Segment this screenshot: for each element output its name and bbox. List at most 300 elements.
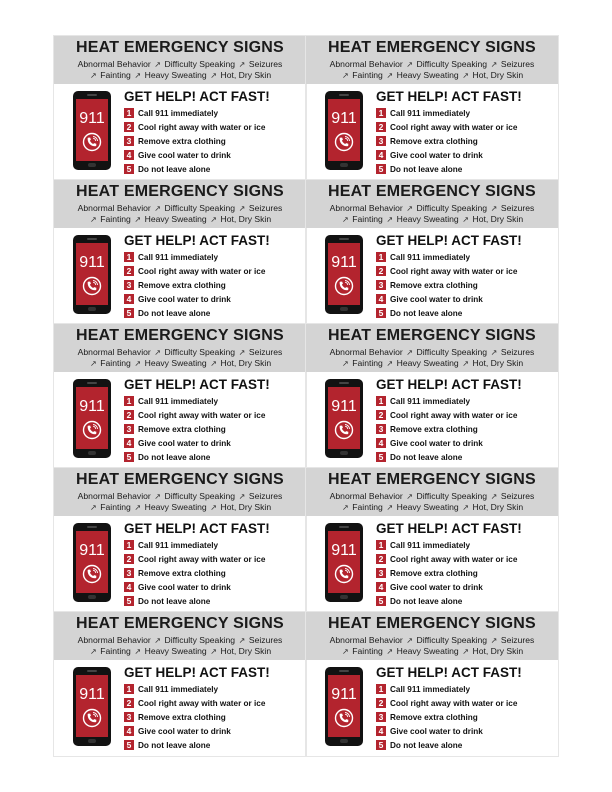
smartphone-icon <box>73 667 111 746</box>
phone-home-button <box>340 307 348 311</box>
symptom-label: Fainting <box>352 358 383 368</box>
symptom-label: Fainting <box>352 214 383 224</box>
symptom-label: Heavy Sweating <box>396 646 459 656</box>
step-text: Remove extra clothing <box>138 280 226 290</box>
header-band <box>54 36 306 84</box>
list-item <box>124 394 265 408</box>
lightning-bolt-icon: ↗ <box>386 503 394 512</box>
symptom-label: Difficulty Speaking <box>416 347 488 357</box>
symptom-label: Abnormal Behavior <box>77 635 151 645</box>
symptom-label: Hot, Dry Skin <box>472 70 524 80</box>
heat-emergency-card <box>54 36 306 180</box>
card-title: HEAT EMERGENCY SIGNS <box>328 183 536 200</box>
step-number-badge: 3 <box>376 712 386 722</box>
card-title: HEAT EMERGENCY SIGNS <box>76 39 284 56</box>
step-number-badge: 5 <box>376 452 386 462</box>
symptoms-row-1 <box>306 59 558 70</box>
step-text: Call 911 immediately <box>390 684 471 694</box>
action-heading: GET HELP! ACT FAST! <box>376 89 522 104</box>
step-number-badge: 5 <box>376 596 386 606</box>
symptom-label: Abnormal Behavior <box>77 491 151 501</box>
lightning-bolt-icon: ↗ <box>90 503 97 512</box>
step-text: Call 911 immediately <box>138 252 219 262</box>
list-item <box>376 682 517 696</box>
step-text: Call 911 immediately <box>138 540 219 550</box>
symptoms-row-1 <box>54 203 306 214</box>
list-item <box>124 436 265 450</box>
lightning-bolt-icon: ↗ <box>406 204 413 213</box>
step-text: Call 911 immediately <box>138 396 219 406</box>
symptom-label: Difficulty Speaking <box>416 635 488 645</box>
symptoms-row-1 <box>54 347 306 358</box>
header-band <box>306 180 558 228</box>
list-item <box>376 394 517 408</box>
heat-emergency-card <box>306 36 558 180</box>
symptoms-row-2 <box>54 214 306 225</box>
phone-call-icon <box>82 276 102 296</box>
heat-emergency-card <box>54 612 306 756</box>
heat-emergency-card <box>306 612 558 756</box>
symptom-label: Fainting <box>100 646 131 656</box>
list-item <box>124 264 265 278</box>
step-number-badge: 1 <box>124 108 134 118</box>
lightning-bolt-icon: ↗ <box>154 348 161 357</box>
list-item <box>124 450 265 464</box>
symptoms-row-2 <box>306 502 558 513</box>
smartphone-icon <box>325 235 363 314</box>
symptom-label: Hot, Dry Skin <box>220 358 272 368</box>
emergency-number: 911 <box>331 542 357 559</box>
symptom-label: Fainting <box>100 70 131 80</box>
step-text: Cool right away with water or ice <box>390 698 518 708</box>
lightning-bolt-icon: ↗ <box>386 359 394 368</box>
step-number-badge: 4 <box>376 726 386 736</box>
step-number-badge: 2 <box>376 266 386 276</box>
step-text: Remove extra clothing <box>390 280 478 290</box>
step-number-badge: 5 <box>376 308 386 318</box>
step-text: Do not leave alone <box>138 308 211 318</box>
step-number-badge: 3 <box>124 424 134 434</box>
symptom-label: Seizures <box>248 491 283 501</box>
symptom-label: Difficulty Speaking <box>164 203 236 213</box>
step-number-badge: 2 <box>376 698 386 708</box>
lightning-bolt-icon: ↗ <box>134 359 142 368</box>
step-text: Give cool water to drink <box>390 726 483 736</box>
step-text: Call 911 immediately <box>390 540 471 550</box>
phone-speaker <box>87 526 97 528</box>
heat-emergency-card <box>54 324 306 468</box>
phone-home-button <box>88 595 96 599</box>
phone-call-icon <box>334 420 354 440</box>
list-item <box>124 408 265 422</box>
symptoms-row-2 <box>306 70 558 81</box>
smartphone-icon <box>325 379 363 458</box>
lightning-bolt-icon: ↗ <box>386 647 394 656</box>
lightning-bolt-icon: ↗ <box>134 71 142 80</box>
symptom-label: Abnormal Behavior <box>329 59 403 69</box>
phone-screen <box>328 675 360 737</box>
heat-emergency-card <box>54 468 306 612</box>
step-number-badge: 1 <box>376 684 386 694</box>
lightning-bolt-icon: ↗ <box>210 647 217 656</box>
emergency-number: 911 <box>79 686 105 703</box>
step-text: Cool right away with water or ice <box>390 122 518 132</box>
symptom-label: Abnormal Behavior <box>77 59 151 69</box>
header-band <box>306 324 558 372</box>
phone-call-icon <box>82 708 102 728</box>
step-text: Give cool water to drink <box>390 582 483 592</box>
symptom-label: Seizures <box>500 347 535 357</box>
symptom-label: Abnormal Behavior <box>329 491 403 501</box>
card-title: HEAT EMERGENCY SIGNS <box>328 39 536 56</box>
step-number-badge: 3 <box>124 568 134 578</box>
list-item <box>124 134 265 148</box>
list-item <box>124 292 265 306</box>
phone-screen <box>76 387 108 449</box>
step-number-badge: 2 <box>124 554 134 564</box>
list-item <box>376 594 517 608</box>
symptom-label: Seizures <box>248 635 283 645</box>
symptom-label: Heavy Sweating <box>144 358 207 368</box>
phone-speaker <box>339 670 349 672</box>
symptom-label: Difficulty Speaking <box>164 491 236 501</box>
phone-home-button <box>88 739 96 743</box>
symptom-label: Fainting <box>352 646 383 656</box>
lightning-bolt-icon: ↗ <box>490 60 498 69</box>
heat-emergency-card <box>54 180 306 324</box>
phone-home-button <box>88 451 96 455</box>
symptom-label: Fainting <box>352 70 383 80</box>
heat-emergency-card <box>306 468 558 612</box>
action-heading: GET HELP! ACT FAST! <box>124 521 270 536</box>
card-title: HEAT EMERGENCY SIGNS <box>76 471 284 488</box>
step-text: Give cool water to drink <box>138 150 231 160</box>
list-item <box>376 120 517 134</box>
step-text: Remove extra clothing <box>390 712 478 722</box>
card-title: HEAT EMERGENCY SIGNS <box>76 615 284 632</box>
list-item <box>124 162 265 176</box>
phone-call-icon <box>334 276 354 296</box>
step-text: Do not leave alone <box>390 164 463 174</box>
phone-screen <box>328 531 360 593</box>
list-item <box>376 408 517 422</box>
lightning-bolt-icon: ↗ <box>342 215 349 224</box>
lightning-bolt-icon: ↗ <box>154 492 161 501</box>
phone-speaker <box>87 670 97 672</box>
lightning-bolt-icon: ↗ <box>490 636 498 645</box>
lightning-bolt-icon: ↗ <box>406 636 413 645</box>
symptom-label: Heavy Sweating <box>144 646 207 656</box>
list-item <box>124 106 265 120</box>
list-item <box>376 148 517 162</box>
step-text: Do not leave alone <box>138 596 211 606</box>
phone-home-button <box>88 307 96 311</box>
list-item <box>376 264 517 278</box>
symptoms-row-2 <box>306 358 558 369</box>
step-number-badge: 1 <box>376 396 386 406</box>
lightning-bolt-icon: ↗ <box>90 647 97 656</box>
phone-speaker <box>339 526 349 528</box>
step-number-badge: 5 <box>376 740 386 750</box>
symptom-label: Hot, Dry Skin <box>472 502 524 512</box>
step-number-badge: 3 <box>124 136 134 146</box>
card-title: HEAT EMERGENCY SIGNS <box>328 327 536 344</box>
step-number-badge: 5 <box>376 164 386 174</box>
list-item <box>124 594 265 608</box>
symptom-label: Difficulty Speaking <box>164 635 236 645</box>
phone-speaker <box>339 94 349 96</box>
step-text: Cool right away with water or ice <box>390 410 518 420</box>
step-text: Remove extra clothing <box>138 712 226 722</box>
step-text: Cool right away with water or ice <box>138 698 266 708</box>
phone-call-icon <box>82 132 102 152</box>
symptom-label: Heavy Sweating <box>396 70 459 80</box>
step-number-badge: 4 <box>376 438 386 448</box>
lightning-bolt-icon: ↗ <box>238 60 246 69</box>
step-text: Call 911 immediately <box>138 684 219 694</box>
step-text: Do not leave alone <box>390 452 463 462</box>
step-text: Call 911 immediately <box>138 108 219 118</box>
phone-home-button <box>340 595 348 599</box>
step-number-badge: 1 <box>376 252 386 262</box>
phone-screen <box>76 531 108 593</box>
step-text: Call 911 immediately <box>390 108 471 118</box>
step-text: Remove extra clothing <box>138 136 226 146</box>
phone-speaker <box>87 382 97 384</box>
lightning-bolt-icon: ↗ <box>386 215 394 224</box>
lightning-bolt-icon: ↗ <box>490 492 498 501</box>
phone-home-button <box>340 451 348 455</box>
step-text: Cool right away with water or ice <box>390 266 518 276</box>
card-title: HEAT EMERGENCY SIGNS <box>76 183 284 200</box>
label-sheet <box>54 36 558 756</box>
list-item <box>124 724 265 738</box>
phone-home-button <box>340 739 348 743</box>
phone-call-icon <box>334 132 354 152</box>
step-text: Do not leave alone <box>390 596 463 606</box>
lightning-bolt-icon: ↗ <box>386 71 394 80</box>
step-text: Give cool water to drink <box>138 294 231 304</box>
step-number-badge: 4 <box>376 294 386 304</box>
emergency-number: 911 <box>331 254 357 271</box>
list-item <box>124 566 265 580</box>
symptoms-row-1 <box>306 635 558 646</box>
step-number-badge: 1 <box>376 540 386 550</box>
lightning-bolt-icon: ↗ <box>154 636 161 645</box>
emergency-number: 911 <box>79 110 105 127</box>
card-title: HEAT EMERGENCY SIGNS <box>328 615 536 632</box>
step-number-badge: 1 <box>124 396 134 406</box>
list-item <box>124 278 265 292</box>
step-text: Remove extra clothing <box>390 424 478 434</box>
list-item <box>376 278 517 292</box>
step-number-badge: 2 <box>124 122 134 132</box>
smartphone-icon <box>73 235 111 314</box>
list-item <box>376 436 517 450</box>
step-number-badge: 5 <box>124 308 134 318</box>
lightning-bolt-icon: ↗ <box>90 215 97 224</box>
step-number-badge: 1 <box>124 252 134 262</box>
list-item <box>376 250 517 264</box>
list-item <box>376 696 517 710</box>
symptom-label: Fainting <box>100 502 131 512</box>
phone-screen <box>76 675 108 737</box>
step-text: Give cool water to drink <box>390 438 483 448</box>
action-steps <box>124 106 265 176</box>
list-item <box>124 422 265 436</box>
lightning-bolt-icon: ↗ <box>342 503 349 512</box>
symptoms-row-1 <box>54 59 306 70</box>
symptoms-row-2 <box>54 646 306 657</box>
step-number-badge: 2 <box>124 698 134 708</box>
action-heading: GET HELP! ACT FAST! <box>124 665 270 680</box>
step-text: Do not leave alone <box>390 308 463 318</box>
phone-screen <box>328 387 360 449</box>
step-text: Give cool water to drink <box>138 438 231 448</box>
phone-home-button <box>340 163 348 167</box>
step-text: Give cool water to drink <box>138 726 231 736</box>
phone-call-icon <box>334 708 354 728</box>
header-band <box>54 468 306 516</box>
phone-home-button <box>88 163 96 167</box>
action-steps <box>376 682 517 752</box>
step-number-badge: 1 <box>124 684 134 694</box>
lightning-bolt-icon: ↗ <box>342 71 349 80</box>
smartphone-icon <box>73 379 111 458</box>
symptom-label: Heavy Sweating <box>144 214 207 224</box>
smartphone-icon <box>73 523 111 602</box>
step-number-badge: 1 <box>376 108 386 118</box>
header-band <box>54 180 306 228</box>
action-heading: GET HELP! ACT FAST! <box>376 521 522 536</box>
symptoms-row-1 <box>306 491 558 502</box>
lightning-bolt-icon: ↗ <box>490 204 498 213</box>
step-number-badge: 3 <box>376 280 386 290</box>
lightning-bolt-icon: ↗ <box>134 647 142 656</box>
action-steps <box>376 394 517 464</box>
step-text: Do not leave alone <box>138 164 211 174</box>
step-text: Cool right away with water or ice <box>138 554 266 564</box>
step-text: Do not leave alone <box>138 452 211 462</box>
lightning-bolt-icon: ↗ <box>210 215 217 224</box>
symptom-label: Heavy Sweating <box>396 502 459 512</box>
step-number-badge: 5 <box>124 740 134 750</box>
symptom-label: Difficulty Speaking <box>416 203 488 213</box>
header-band <box>306 612 558 660</box>
list-item <box>124 538 265 552</box>
card-title: HEAT EMERGENCY SIGNS <box>76 327 284 344</box>
action-heading: GET HELP! ACT FAST! <box>124 377 270 392</box>
action-steps <box>124 682 265 752</box>
symptoms-row-2 <box>54 70 306 81</box>
lightning-bolt-icon: ↗ <box>134 503 142 512</box>
list-item <box>376 724 517 738</box>
emergency-number: 911 <box>331 686 357 703</box>
symptom-label: Difficulty Speaking <box>416 59 488 69</box>
phone-screen <box>76 99 108 161</box>
step-text: Do not leave alone <box>138 740 211 750</box>
lightning-bolt-icon: ↗ <box>210 71 217 80</box>
smartphone-icon <box>325 523 363 602</box>
step-text: Give cool water to drink <box>390 150 483 160</box>
lightning-bolt-icon: ↗ <box>462 503 469 512</box>
action-heading: GET HELP! ACT FAST! <box>124 233 270 248</box>
step-number-badge: 3 <box>124 712 134 722</box>
symptoms-row-1 <box>306 347 558 358</box>
symptoms-row-2 <box>306 214 558 225</box>
symptom-label: Seizures <box>500 59 535 69</box>
action-heading: GET HELP! ACT FAST! <box>124 89 270 104</box>
smartphone-icon <box>325 91 363 170</box>
step-number-badge: 4 <box>124 726 134 736</box>
step-text: Cool right away with water or ice <box>390 554 518 564</box>
symptoms-row-1 <box>54 491 306 502</box>
list-item <box>376 292 517 306</box>
symptom-label: Difficulty Speaking <box>164 347 236 357</box>
lightning-bolt-icon: ↗ <box>154 204 161 213</box>
step-number-badge: 4 <box>124 294 134 304</box>
action-steps <box>376 106 517 176</box>
step-number-badge: 2 <box>376 554 386 564</box>
list-item <box>376 422 517 436</box>
list-item <box>124 682 265 696</box>
step-text: Do not leave alone <box>390 740 463 750</box>
emergency-number: 911 <box>79 254 105 271</box>
symptoms-row-2 <box>306 646 558 657</box>
list-item <box>124 306 265 320</box>
step-number-badge: 3 <box>376 136 386 146</box>
step-number-badge: 3 <box>124 280 134 290</box>
step-number-badge: 3 <box>376 424 386 434</box>
step-text: Cool right away with water or ice <box>138 266 266 276</box>
header-band <box>306 468 558 516</box>
lightning-bolt-icon: ↗ <box>210 359 217 368</box>
symptom-label: Abnormal Behavior <box>77 203 151 213</box>
step-number-badge: 2 <box>124 410 134 420</box>
step-number-badge: 5 <box>124 596 134 606</box>
symptom-label: Seizures <box>248 203 283 213</box>
symptom-label: Fainting <box>100 358 131 368</box>
emergency-number: 911 <box>331 110 357 127</box>
list-item <box>376 450 517 464</box>
list-item <box>124 738 265 752</box>
step-number-badge: 1 <box>124 540 134 550</box>
header-band <box>54 324 306 372</box>
list-item <box>376 106 517 120</box>
step-number-badge: 2 <box>376 410 386 420</box>
list-item <box>124 710 265 724</box>
symptom-label: Hot, Dry Skin <box>220 70 272 80</box>
symptom-label: Hot, Dry Skin <box>220 502 272 512</box>
lightning-bolt-icon: ↗ <box>238 636 246 645</box>
symptom-label: Fainting <box>100 214 131 224</box>
lightning-bolt-icon: ↗ <box>210 503 217 512</box>
action-steps <box>124 250 265 320</box>
phone-call-icon <box>82 420 102 440</box>
phone-screen <box>76 243 108 305</box>
symptom-label: Heavy Sweating <box>396 214 459 224</box>
lightning-bolt-icon: ↗ <box>238 492 246 501</box>
action-heading: GET HELP! ACT FAST! <box>376 233 522 248</box>
step-number-badge: 2 <box>376 122 386 132</box>
lightning-bolt-icon: ↗ <box>154 60 161 69</box>
lightning-bolt-icon: ↗ <box>462 215 469 224</box>
phone-call-icon <box>334 564 354 584</box>
phone-screen <box>328 243 360 305</box>
smartphone-icon <box>325 667 363 746</box>
emergency-number: 911 <box>79 398 105 415</box>
list-item <box>376 710 517 724</box>
